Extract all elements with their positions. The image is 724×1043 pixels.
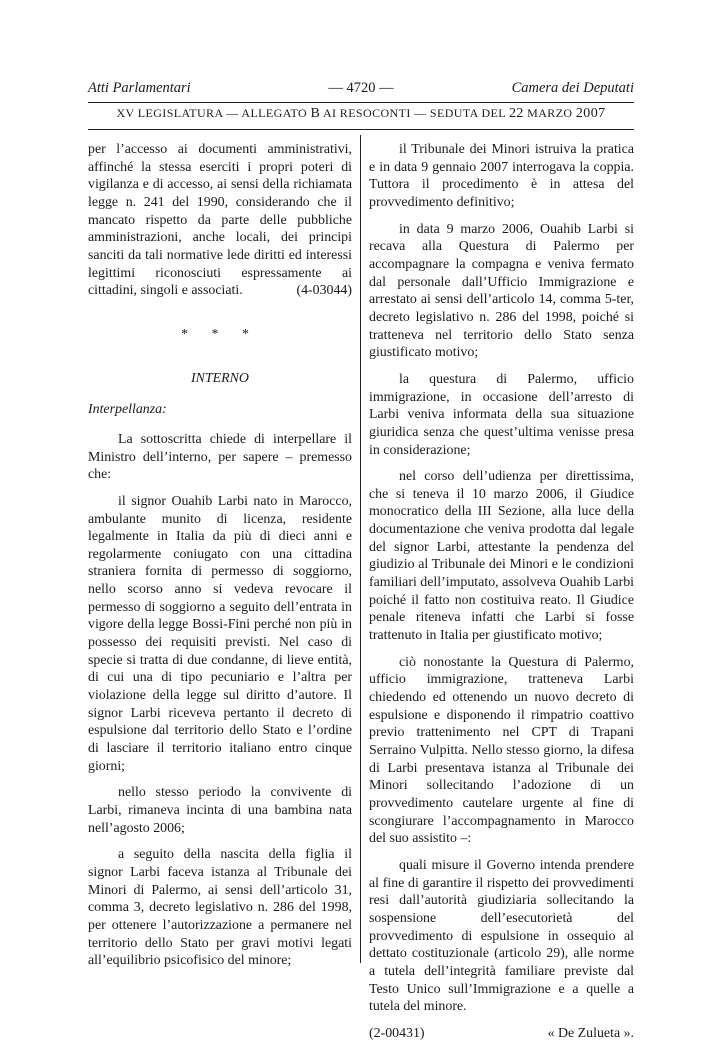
column-divider xyxy=(360,135,361,963)
right-paragraph-6: quali misure il Governo intenda prendere al fine di garantire il rispetto dei provvedimenti resi dall’autorità giudiziaria sollecitando la sospensione dell’esecutorietà del provvedimento di espulsione in ossequio al dettato costituzionale (articolo 29), alle norme a tutela dell’integrità familiare previste dal Testo Unico sull’Immigrazione e a quelle a tutela del minore. xyxy=(369,857,634,1015)
interpellanza-footer xyxy=(369,1025,634,1043)
interpellanza-heading: Interpellanza: xyxy=(88,402,167,418)
right-column xyxy=(369,141,634,1043)
subheader-month: MARZO xyxy=(527,106,573,120)
subheader-session: AI RESOCONTI — SEDUTA DEL xyxy=(322,106,506,120)
right-paragraph-1: il Tribunale dei Minori istruiva la pratica e in data 9 gennaio 2007 interrogava la coppia. Tuttora il procedimento è in attesa del provvedimento definitivo; xyxy=(369,142,634,210)
question-reference: (4-03044) xyxy=(296,283,352,299)
right-paragraph-5: ciò nonostante la Questura di Palermo, ufficio immigrazione, tratteneva Larbi chiedendo ed ottenendo un nuovo decreto di espulsione e disponendo il rimpatrio coattivo previo trattenimento nel CPT di Trapani Serraino Vulpitta. Nello stesso giorno, la difesa di Larbi presentava istanza al Tribunale dei Minori sollecitando l’adozione di un provvedimento cautelare urgente al fine di scongiurare l’accompagnamento in Marocco del suo assistito –: xyxy=(369,654,634,847)
subheader-annex-letter: B xyxy=(310,106,321,121)
header-chamber: Camera dei Deputati xyxy=(511,80,634,96)
subheader-year: 2007 xyxy=(575,106,606,121)
right-paragraph-2: in data 9 marzo 2006, Ouahib Larbi si recava alla Questura di Palermo per accompagnare la compagna e veniva fermato dal personale dall’Ufficio Immigrazione e arrestato ai sensi dell’articolo 14, comma 5-ter, decreto legislativo n. 286 del 1998, poiché si tratteneva nel territorio dello Stato senza giustificato motivo; xyxy=(369,221,634,361)
subheader-day: 22 xyxy=(508,106,524,121)
header-page-number: — 4720 — xyxy=(328,80,394,96)
interpellanza-signature: « De Zulueta ». xyxy=(547,1025,634,1041)
header-rule xyxy=(88,102,634,103)
header-publication: Atti Parlamentari xyxy=(88,80,191,96)
left-paragraph-2: La sottoscritta chiede di interpellare il Ministro dell’interno, per sapere – premesso che: xyxy=(88,431,352,483)
left-column xyxy=(88,141,352,970)
section-separator: * * * xyxy=(181,326,259,342)
page-header xyxy=(88,80,634,100)
session-subheader xyxy=(88,106,634,122)
left-paragraph-5: a seguito della nascita della figlia il signor Larbi faceva istanza al Tribunale dei Minori di Palermo, ai sensi dell’articolo 31, comma 3, decreto legislativo n. 286 del 1998, per ottenere l’autorizzazione a permanere nel territorio dello Stato per gravi motivi legati all’equilibrio psicofisico del minore; xyxy=(88,847,352,969)
left-paragraph-3: il signor Ouahib Larbi nato in Marocco, ambulante munito di licenza, residente legalmente in Italia da più di dieci anni e regolarmente coniugato con una cittadina straniera fornita di permesso di soggiorno, nello scorso anno si vedeva revocare il permesso di soggiorno a seguito dell’entrata in vigore della legge Bossi-Fini perché non più in possesso dei requisiti previsti. Nel caso di specie si tratta di due condanne, di lieve entità, di cui una di tipo pecuniario e l’altra per violazione della legge sul diritto d’autore. Il signor Larbi riceveva pertanto il decreto di espulsione dal territorio dello Stato e l’ordine di lasciare il territorio italiano entro cinque giorni; xyxy=(88,493,352,774)
subheader-rule xyxy=(88,129,634,130)
right-paragraph-4: nel corso dell’udienza per direttissima, che si teneva il 10 marzo 2006, il Giudice monocratico della III Sezione, alla luce della documentazione che veniva prodotta dal legale del signor Larbi, attestante la pendenza del giudizio al Tribunale dei Minori e le condizioni familiari dell’imputato, assolveva Ouahib Larbi poiché il fatto non costituiva reato. Il Giudice penale riteneva infatti che Larbi si fosse trattenuto in Italia per giustificato motivo; xyxy=(369,469,635,644)
subheader-legislature: XV LEGISLATURA — ALLEGATO xyxy=(116,106,308,120)
left-paragraph-1-text: per l’accesso ai documenti amministrativi, affinché la stessa eserciti i propri poteri di vigilanza e di accesso, ai sensi della richiamata legge n. 241 del 1990, considerando che il mancato rispetto da parte delle pubbliche amministrazioni, anche locali, dei principi sanciti da tali normative lede diritti ed interessi legittimi riconosciuti espressamente ai cittadini, singoli e associati. xyxy=(88,142,352,299)
section-title: INTERNO xyxy=(191,370,249,386)
left-paragraph-1 xyxy=(88,141,352,300)
left-paragraph-4: nello stesso periodo la convivente di Larbi, rimaneva incinta di una bambina nata nell’agosto 2006; xyxy=(88,785,352,836)
interpellanza-reference: (2-00431) xyxy=(369,1025,425,1041)
right-paragraph-3: la questura di Palermo, ufficio immigrazione, in occasione dell’arresto di Larbi veniva informata della sua situazione giuridica senza che quest’ultima venisse presa in considerazione; xyxy=(369,371,634,458)
